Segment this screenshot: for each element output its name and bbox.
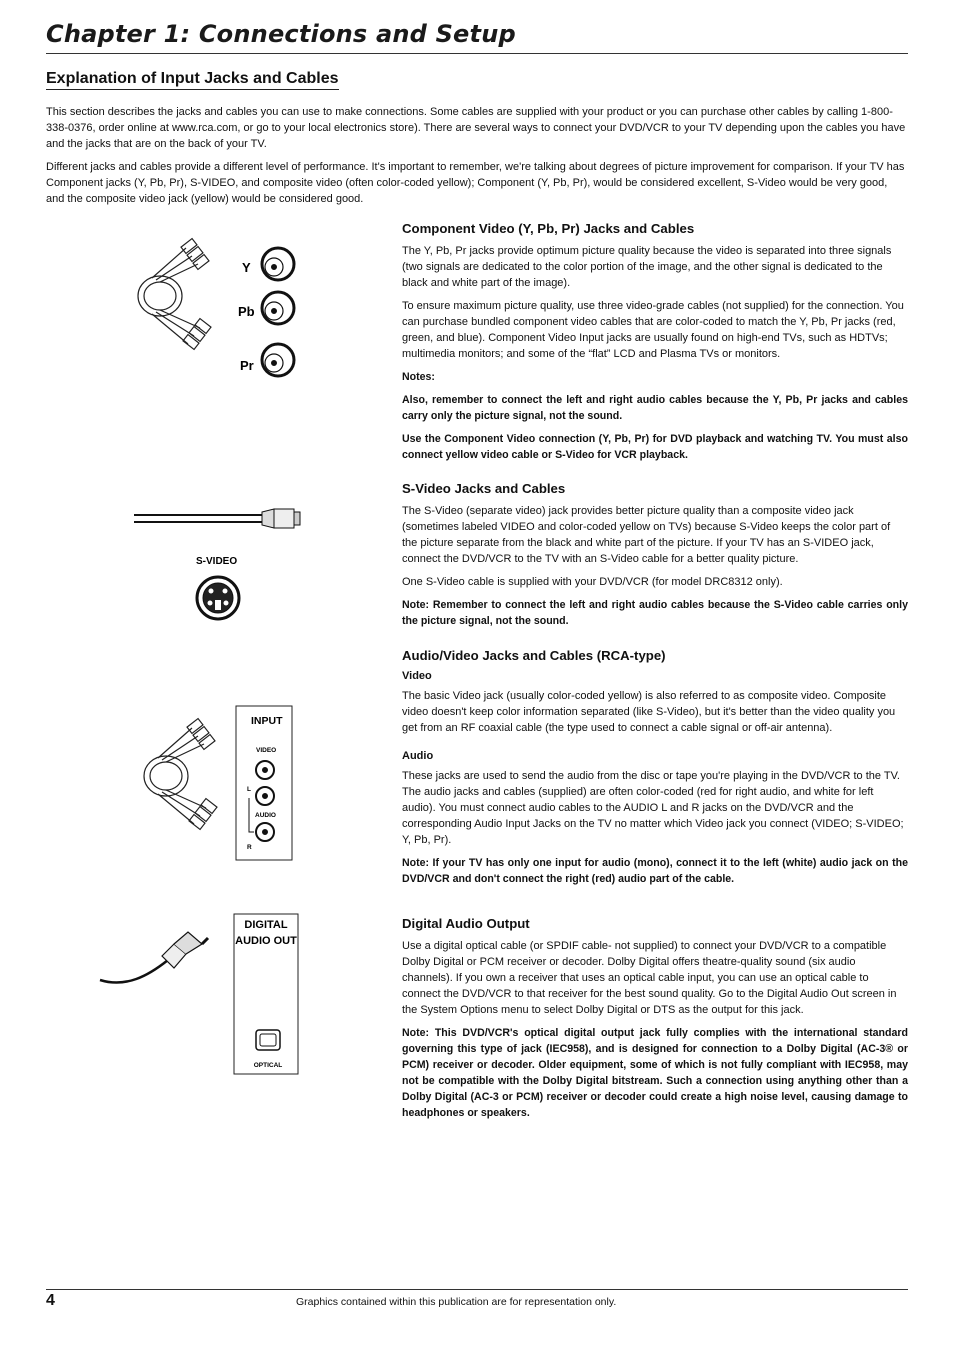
jack-label-pb: Pb: [238, 304, 255, 319]
panel-video-label: VIDEO: [256, 747, 277, 754]
component-section: [402, 221, 908, 470]
panel-audio-out-label: AUDIO OUT: [235, 935, 297, 947]
digital-section: [402, 916, 908, 1128]
svideo-paragraph-2: One S-Video cable is supplied with your DVD/VCR (for model DRC8312 only).: [402, 576, 783, 588]
panel-digital-label: DIGITAL: [244, 919, 288, 931]
rca-jack-icon: [262, 248, 294, 376]
component-cable-bundle-icon: [138, 239, 211, 350]
component-video-figure: [128, 234, 308, 382]
intro-paragraph-1: This section describes the jacks and cables you can use to make connections. Some cables are supplied with your product or you can purchase other cables by calling 1-800-338-0376, order online at www.rca.com, or go to your local electronics store). There are several ways to connect your DVD/VCR to your TV depending upon the cables you have and the jacks that are on the back of your TV.: [46, 106, 906, 150]
chapter-title: Chapter 1: Connections and Setup: [46, 20, 516, 48]
footer-note: Graphics contained within this publication are for representation only.: [296, 1296, 617, 1308]
component-paragraph-2: To ensure maximum picture quality, use three video-grade cables (not supplied) for the connection. You can purchase bundled component video cables that are color-coded to match the Y, Pb, Pr jacks (red, green, and blue). Component Video Input jacks are usually found on high-end TVs, such as HDTVs; multimedia monitors; and some of the “flat” LCD and Plasma TVs or monitors.: [402, 300, 904, 360]
jack-label-pr: Pr: [240, 358, 254, 373]
svideo-label: S-VIDEO: [196, 556, 238, 567]
component-heading: Component Video (Y, Pb, Pr) Jacks and Cables: [402, 221, 695, 236]
av-audio-paragraph: These jacks are used to send the audio from the disc or tape you're playing in the DVD/VCR to the TV. The audio jacks and cables (supplied) are often color-coded (red for right audio, and white for left audio). You must connect audio cables to the AUDIO L and R jacks on the DVD/VCR and the corresponding Audio Input Jacks on the TV no matter which Video jack you connect (VIDEO; S-VIDEO; Y, Pb, Pr).: [402, 770, 904, 846]
digital-audio-figure: [96, 912, 302, 1078]
optical-jack-icon: [256, 1030, 280, 1050]
av-section: [402, 648, 908, 894]
intro-paragraph-2: Different jacks and cables provide a different level of performance. It's important to remember, we're talking about degrees of picture improvement for comparison. If your TV has Component jacks (Y, Pb, Pr), S-VIDEO, and composite video (often color-coded yellow); Component (Y, Pb, Pr), would be considered excellent, S-Video would be very good, and the composite video jack (yellow) would be considered good.: [46, 161, 905, 205]
panel-audio-label: AUDIO: [255, 812, 276, 819]
audio-video-figure: [136, 704, 296, 862]
digital-note: Note: This DVD/VCR's optical digital output jack fully complies with the international standard governing this type of jack (IEC958), and is designed for connection to a Dolby Digital (AC-3® or PCM) receiver or decoder. Older equipment, some of which is not fully compliant with IEC958, may not be compatible with the Dolby Digital bitstream. Such a connection using anything other than a Dolby Digital (AC-3 or PCM) receiver or decoder could create a high noise level, causing damage to headphones or speakers.: [402, 1027, 908, 1119]
av-note: Note: If your TV has only one input for audio (mono), connect it to the left (white) audio jack on the DVD/VCR and don't connect the right (red) audio part of the cable.: [402, 857, 908, 885]
av-audio-subheading: Audio: [402, 750, 434, 762]
component-note-2: Use the Component Video connection (Y, Pb, Pr) for DVD playback and watching TV. You must also connect yellow video cable or S-Video for VCR playback.: [402, 433, 908, 461]
digital-heading: Digital Audio Output: [402, 916, 530, 931]
panel-optical-label: OPTICAL: [253, 1062, 283, 1069]
panel-input-label: INPUT: [251, 715, 283, 727]
svideo-paragraph-1: The S-Video (separate video) jack provides better picture quality than a composite video jack (sometimes labeled VIDEO and color-coded yellow on TVs) because S-Video keeps the color part of the picture separate from the black and white part of the picture. If your TV has an S-VIDEO jack, connect the DVD/VCR to the TV with an S-Video cable for a better quality picture.: [402, 505, 891, 565]
jack-label-y: Y: [242, 260, 251, 275]
av-video-paragraph: The basic Video jack (usually color-coded yellow) is also referred to as composite video. Composite video doesn't keep color information separated (like S-Video), but it's better than the video quality you get from an RF coaxial cable (the type used to connect a cable signal or off-air antenna).: [402, 690, 896, 734]
av-jack-icon: [256, 761, 274, 841]
footer-rule: [46, 1289, 908, 1290]
svideo-jack-icon: [197, 577, 239, 619]
svideo-section: [402, 481, 908, 636]
component-notes-label: Notes:: [402, 371, 435, 383]
av-heading: Audio/Video Jacks and Cables (RCA-type): [402, 648, 666, 663]
title-rule: [46, 53, 908, 54]
svideo-figure: [134, 500, 334, 622]
rca-cable-bundle-icon: [144, 719, 217, 830]
component-note-1: Also, remember to connect the left and right audio cables because the Y, Pb, Pr jacks and cables carry only the picture signal, not the sound.: [402, 394, 908, 422]
svideo-note: Note: Remember to connect the left and right audio cables because the S-Video cable carries only the picture signal, not the sound.: [402, 599, 908, 627]
svideo-heading: S-Video Jacks and Cables: [402, 481, 566, 496]
av-video-subheading: Video: [402, 670, 432, 682]
panel-r-label: R: [247, 844, 252, 851]
component-paragraph-1: The Y, Pb, Pr jacks provide optimum picture quality because the video is separated into three signals (two signals are dedicated to the color portion of the image, and the other signal is dedicated to the black and white part of the image).: [402, 245, 892, 289]
svideo-cable-icon: [134, 509, 300, 528]
section-title: Explanation of Input Jacks and Cables: [46, 70, 339, 90]
panel-l-label: L: [247, 786, 251, 793]
optical-cable-icon: [100, 932, 208, 983]
page-number: 4: [46, 1292, 55, 1309]
digital-paragraph: Use a digital optical cable (or SPDIF cable- not supplied) to connect your DVD/VCR to a compatible Dolby Digital or PCM receiver or decoder. Dolby Digital offers theatre-quality sound (six audio channels). If you own a receiver that uses an optical cable input, you can use an optical cable to connect the DVD/VCR to that receiver for the best sound quality. Go to the Digital Audio Out screen in the System Options menu to select Dolby Digital or DTS as the output for this jack.: [402, 940, 897, 1016]
